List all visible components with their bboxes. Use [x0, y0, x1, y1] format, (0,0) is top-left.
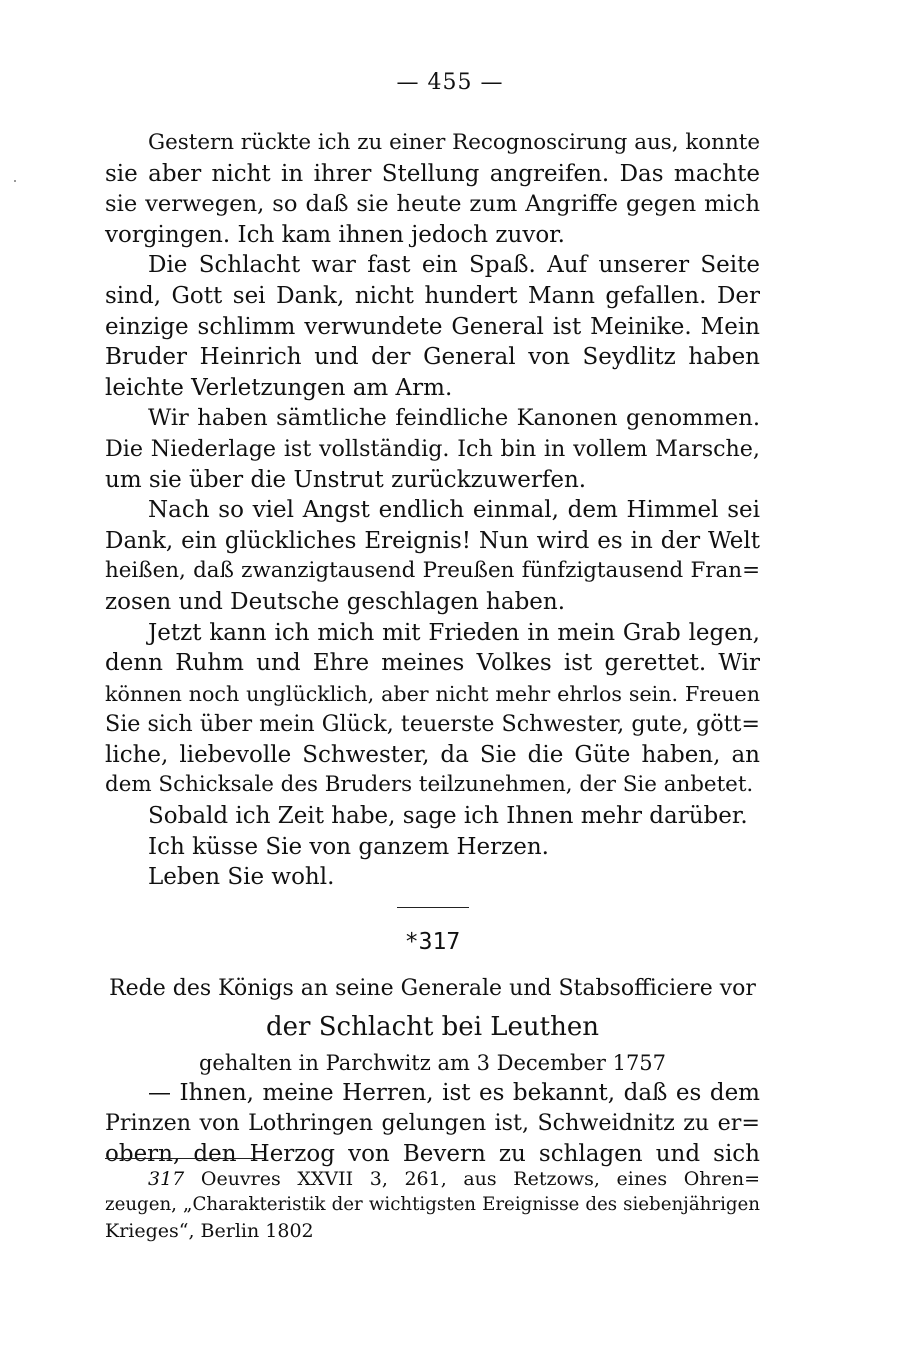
- text-line: obern, den Herzog von Bevern zu schlagen und sich: [105, 1141, 760, 1168]
- text-line: Jetzt kann ich mich mit Frieden in mein Grab legen,: [148, 619, 760, 646]
- section-divider: [397, 907, 469, 908]
- text-line: leichte Verletzungen am Arm.: [105, 374, 453, 401]
- text-line: dem Schicksale des Bruders teilzunehmen, der Sie anbetet.: [105, 772, 754, 798]
- text-line: heißen, daß zwanzigtausend Preußen fünfzigtausend Fran=: [105, 558, 760, 584]
- text-line: Ich küsse Sie von ganzem Herzen.: [148, 833, 549, 860]
- page-number: — 455 —: [396, 70, 504, 95]
- text-line: Die Schlacht war fast ein Spaß. Auf unserer Seite: [148, 252, 760, 279]
- footnote-divider: [105, 1158, 265, 1159]
- text-line: Wir haben sämtliche feindliche Kanonen genommen.: [148, 405, 760, 432]
- footnote-text: Krieges“, Berlin 1802: [105, 1220, 314, 1242]
- text-line: sie verwegen, so daß sie heute zum Angriffe gegen mich: [105, 191, 760, 218]
- text-line: Bruder Heinrich und der General von Seydlitz haben: [105, 344, 760, 371]
- text-line: Sobald ich Zeit habe, sage ich Ihnen mehr darüber.: [148, 803, 748, 830]
- text-line: sind, Gott sei Dank, nicht hundert Mann gefallen. Der: [105, 282, 760, 309]
- text-line: Dank, ein glückliches Ereignis! Nun wird es in der Welt: [105, 527, 760, 554]
- text-line: Gestern rückte ich zu einer Recognoscirung aus, konnte: [148, 130, 760, 155]
- text-line: um sie über die Unstrut zurückzuwerfen.: [105, 466, 587, 493]
- text-line: können noch unglücklich, aber nicht mehr ehrlos sein. Freuen: [105, 681, 760, 706]
- footnote: [105, 1166, 760, 1244]
- text-line: denn Ruhm und Ehre meines Volkes ist gerettet. Wir: [105, 650, 760, 677]
- footnote-text: Oeuvres XXVII 3, 261, aus Retzows, eines Ohren=: [200, 1168, 760, 1190]
- text-line: Leben Sie wohl.: [148, 864, 335, 891]
- page-body: [105, 128, 760, 1170]
- footnote-text: zeugen, „Charakteristik der wichtigsten Ereignisse des siebenjährigen: [105, 1194, 760, 1215]
- text-line: liche, liebevolle Schwester, da Sie die Güte haben, an: [105, 741, 760, 768]
- text-line: Die Niederlage ist vollständig. Ich bin in vollem Marsche,: [105, 435, 760, 462]
- heading-line: der Schlacht bei Leuthen: [265, 1011, 599, 1042]
- text-line: vorgingen. Ich kam ihnen jedoch zuvor.: [105, 221, 565, 248]
- text-line: Prinzen von Lothringen gelungen ist, Schweidnitz zu er=: [105, 1110, 760, 1137]
- heading-line: Rede des Königs an seine Generale und Stabsofficiere vor: [109, 975, 756, 1001]
- text-line: Nach so viel Angst endlich einmal, dem Himmel sei: [148, 497, 760, 524]
- footnote-number: 317: [148, 1168, 185, 1190]
- section-heading: [105, 970, 760, 1046]
- text-line: einzige schlimm verwundete General ist Meinike. Mein: [105, 313, 760, 340]
- section-number: *317: [404, 928, 461, 955]
- text-line: Sie sich über mein Glück, teuerste Schwester, gute, gött=: [105, 711, 760, 738]
- text-line: sie aber nicht in ihrer Stellung angreifen. Das machte: [105, 160, 760, 187]
- text-line: zosen und Deutsche geschlagen haben.: [105, 588, 566, 615]
- paper-speck: [14, 180, 16, 182]
- text-line: — Ihnen, meine Herren, ist es bekannt, daß es dem: [148, 1079, 760, 1106]
- section-subheading: gehalten in Parchwitz am 3 December 1757: [198, 1050, 667, 1075]
